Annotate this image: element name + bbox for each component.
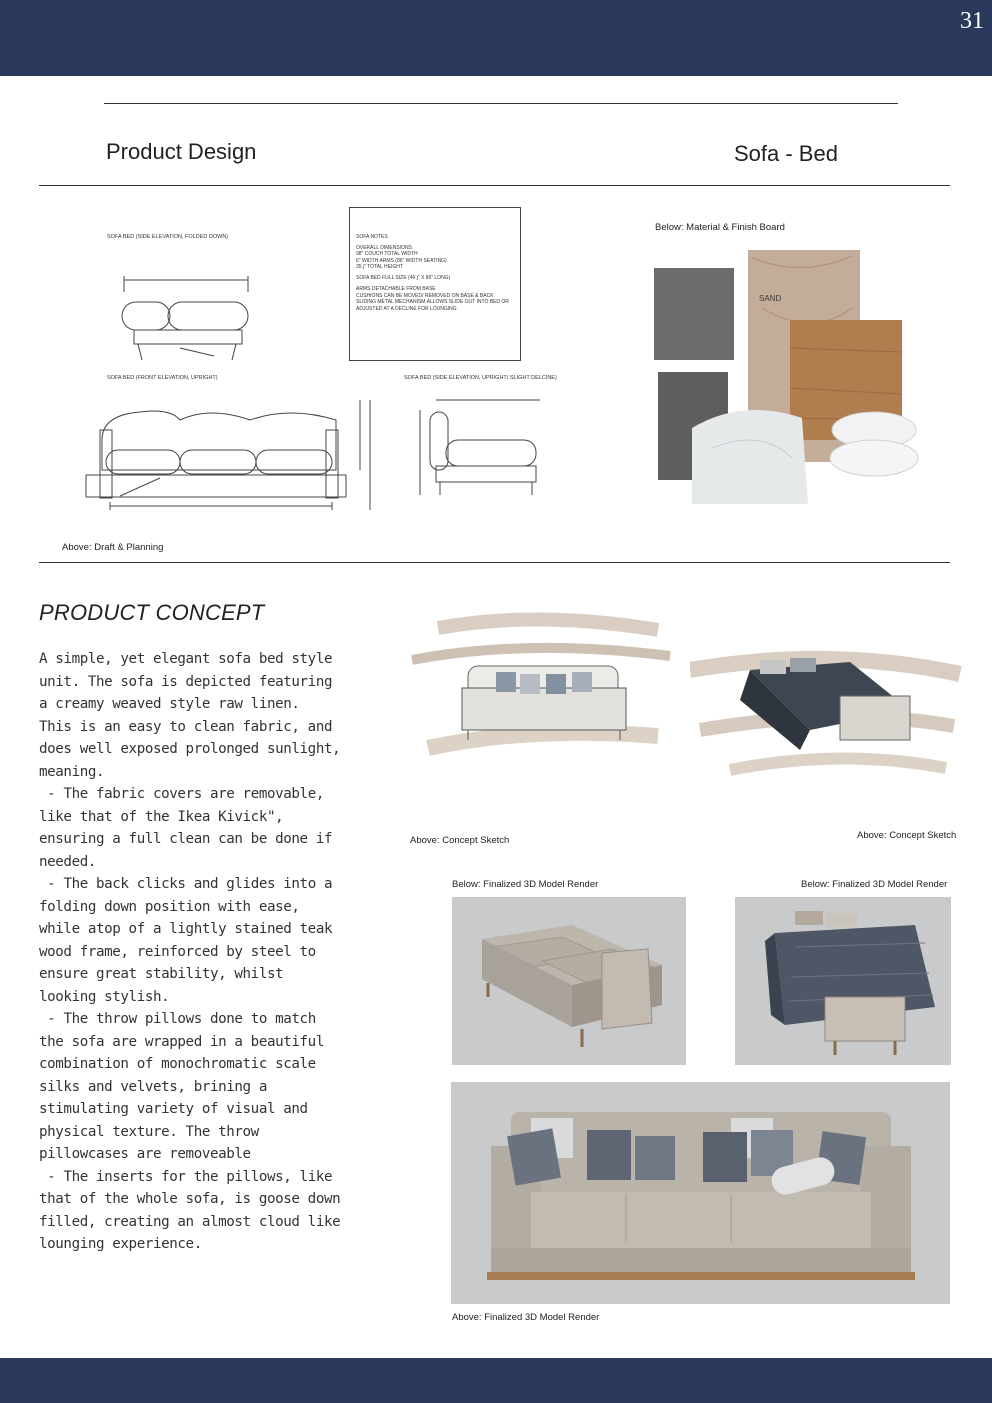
drawing-label-side-folded: SOFA BED (SIDE ELEVATION, FOLDED DOWN) — [107, 234, 229, 240]
note-line: SOFA BED FULL SIZE (46 j" X 86" LONG) — [356, 274, 451, 281]
note-line: ARMS DETACHABLE FROM BASE — [356, 286, 436, 292]
drawing-side-upright — [420, 400, 540, 495]
draft-caption: Above: Draft & Planning — [62, 542, 164, 553]
render-bed — [735, 897, 951, 1065]
concept-title: PRODUCT CONCEPT — [39, 600, 265, 625]
sand-label: SAND — [759, 294, 782, 303]
page-number: 31 — [960, 8, 984, 34]
note-line: CUSHIONS CAN BE MOVED/ REMOVED ON BASE & BACK — [356, 292, 494, 299]
pillow-bottom — [830, 440, 918, 476]
top-banner — [0, 0, 992, 76]
render-sofa-upright — [451, 1082, 950, 1304]
top-rule — [104, 103, 898, 104]
drawing-label-side-upright: SOFA BED (SIDE ELEVATION, UPRIGHT/ SLIGHT DELCINE) — [404, 375, 557, 381]
product-title: Sofa - Bed — [734, 141, 838, 166]
header-rule — [39, 185, 950, 186]
note-line: SOFA NOTES — [356, 234, 388, 240]
render-sofa-bed-flat — [452, 897, 686, 1065]
drawing-label-front-upright: SOFA BED (FRONT ELEVATION, UPRIGHT) — [107, 375, 218, 381]
note-line: 6" WIDTH ARMS (86" WIDTH SEATING) — [356, 257, 447, 264]
render-bottom-caption: Above: Finalized 3D Model Render — [452, 1312, 600, 1323]
note-line: ADJUSTED AT A DECLINE FOR LOUNGING — [356, 305, 457, 312]
sketch-left-caption: Above: Concept Sketch — [410, 835, 510, 846]
note-line: 35 j" TOTAL HEIGHT — [356, 264, 403, 270]
mid-rule — [39, 562, 950, 563]
swatch-charcoal — [654, 268, 734, 360]
material-board-caption: Below: Material & Finish Board — [655, 222, 785, 233]
material-board — [652, 248, 922, 508]
concept-sketch-bed — [690, 640, 964, 800]
drawing-side-folded — [122, 276, 248, 360]
section-title: Product Design — [106, 139, 257, 164]
bottom-banner — [0, 1358, 992, 1403]
sketch-right-caption: Above: Concept Sketch — [857, 830, 957, 841]
render-left-caption: Below: Finalized 3D Model Render — [452, 879, 599, 890]
note-line: 98" COUCH TOTAL WIDTH — [356, 251, 418, 257]
note-line: SLIDING METAL MECHANISM ALLOWS SLIDE OUT INTO BED OR — [356, 299, 509, 305]
sofa-notes-box — [349, 207, 521, 361]
drawing-front-upright — [86, 400, 370, 510]
note-line: OVERALL DIMENSIONS — [356, 244, 412, 251]
concept-sketch-sofa — [408, 608, 678, 778]
concept-body: A simple, yet elegant sofa bed style unit. The sofa is depicted featuring a creamy weaved style raw linen. This is an easy to clean fabric, and does well exposed prolonged sunlight, meaning. - The fabric covers are removable, like that of the Ikea Kivick", ensuring a full clean can be done if needed. - The back clicks and glides into a folding down position with ease, while atop of a lightly stained teak wood frame, reinforced by steel to ensure great stability, whilst looking stylish. - The throw pillows done to match the sofa are wrapped in a beautiful combination of monochromatic scale silks and velvets, brining a stimulating variety of visual and physical texture. The throw pillowcases are removeable - The inserts for the pillows, like that of the whole sofa, is goose down filled, creating an almost cloud like lounging experience. — [39, 651, 341, 1252]
render-right-caption: Below: Finalized 3D Model Render — [801, 879, 948, 890]
